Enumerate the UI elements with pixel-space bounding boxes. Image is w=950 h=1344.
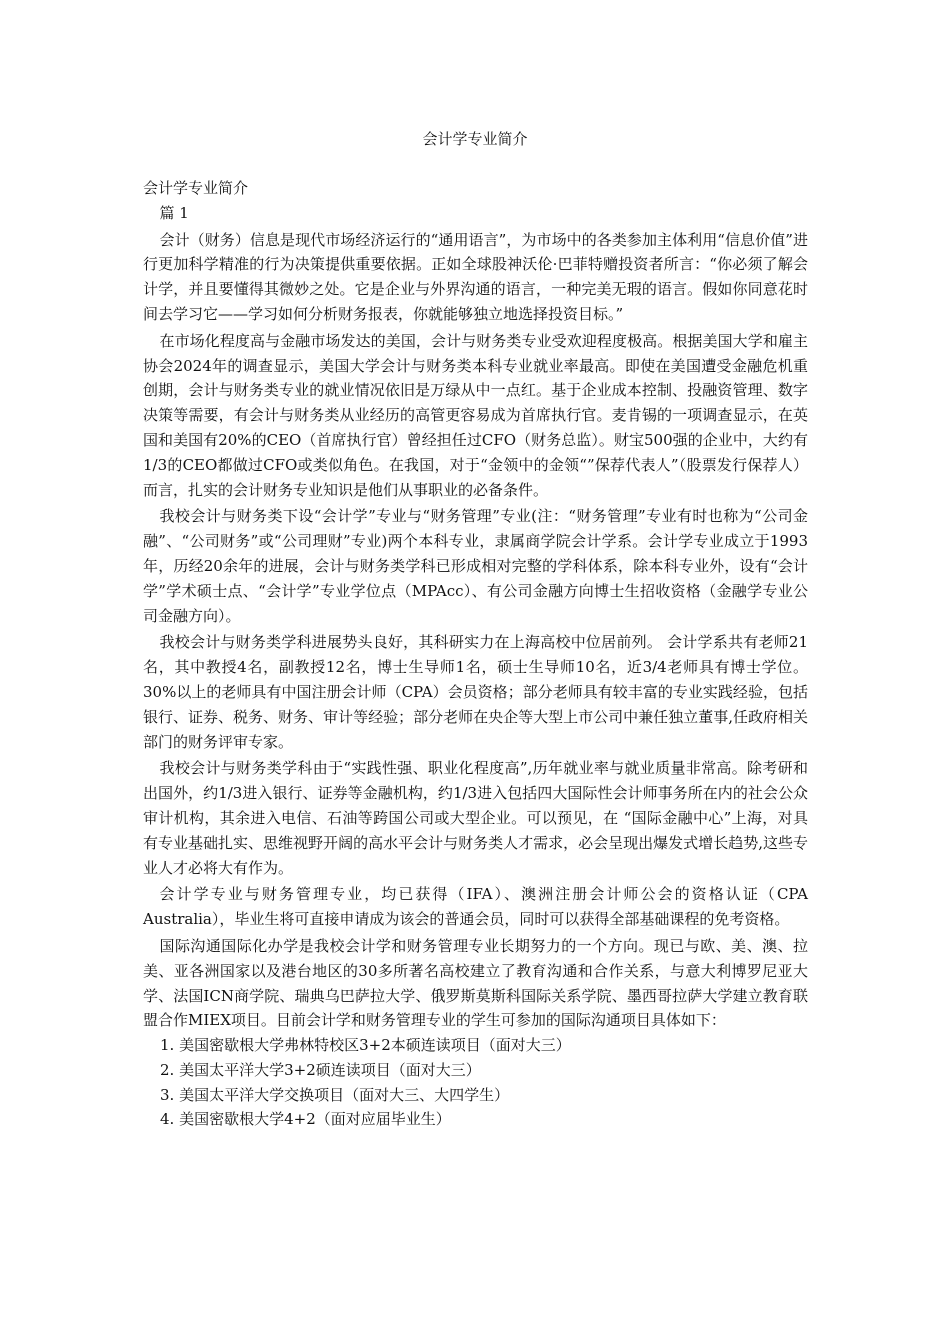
list-item: 3. 美国太平洋大学交换项目（面对大三、大四学生） <box>160 1085 510 1104</box>
document-subtitle: 会计学专业简介 <box>143 179 249 197</box>
list-item: 2. 美国太平洋大学3+2硕连读项目（面对大三） <box>160 1060 481 1079</box>
paragraph: 我校会计与财务类学科由于“实践性强、职业化程度高”,历年就业率与就业质量非常高。除考研和出国外，约1/3进入银行、证券等金融机构，约1/3进入包括四大国际性会计师事务所在内的社会公众审计机构，其余进入电信、石油等跨国公司或大型企业。可以预见，在 “国际金融中心”上海，对具有专业基础扎实、思维视野开阔的高水平会计与财务类人才需求，必会呈现出爆发式增长趋势,这些专业人才必将大有作为。 <box>143 759 808 877</box>
paragraph: 国际沟通国际化办学是我校会计学和财务管理专业长期努力的一个方向。现已与欧、美、澳、拉美、亚各洲国家以及港台地区的30多所著名高校建立了教育沟通和合作关系，与意大利博罗尼亚大学、法国ICN商学院、瑞典乌巴萨拉大学、俄罗斯莫斯科国际关系学院、墨西哥拉萨大学建立教育联盟合作MIEX项目。目前会计学和财务管理专业的学生可参加的国际沟通项目具体如下： <box>143 936 808 1030</box>
section-label: 篇 1 <box>159 203 189 222</box>
document-body <box>143 176 808 1132</box>
paragraph: 会计学专业与财务管理专业，均已获得（IFA）、澳洲注册会计师公会的资格认证（CPA Australia），毕业生将可直接申请成为该会的普通会员，同时可以获得全部基础课程的免考资格。 <box>143 885 808 929</box>
paragraph: 我校会计与财务类下设“会计学”专业与“财务管理”专业(注：“财务管理”专业有时也称为“公司金融”、“公司财务”或“公司理财”专业)两个本科专业，隶属商学院会计学系。会计学专业成立于1993年，历经20余年的进展，会计与财务类学科已形成相对完整的学科体系，除本科专业外，设有“会计学”学术硕士点、“会计学”专业学位点（MPAcc）、有公司金融方向博士生招收资格（金融学专业公司金融方向）。 <box>143 507 808 625</box>
paragraph: 我校会计与财务类学科进展势头良好，其科研实力在上海高校中位居前列。 会计学系共有老师21名，其中教授4名，副教授12名，博士生导师1名，硕士生导师10名，近3/4老师具有博士学位。30%以上的老师具有中国注册会计师（CPA）会员资格；部分老师具有较丰富的专业实践经验，包括银行、证券、税务、财务、审计等经验；部分老师在央企等大型上市公司中兼任独立董事,任政府相关部门的财务评审专家。 <box>143 633 808 751</box>
document-title: 会计学专业简介 <box>422 130 528 148</box>
paragraph: 在市场化程度高与金融市场发达的美国，会计与财务类专业受欢迎程度极高。根据美国大学和雇主协会2024年的调查显示，美国大学会计与财务类本科专业就业率最高。即使在美国遭受金融危机重创期，会计与财务类专业的就业情况依旧是万绿从中一点红。基于企业成本控制、投融资管理、数字决策等需要，有会计与财务类从业经历的高管更容易成为首席执行官。麦肯锡的一项调查显示，在英国和美国有20%的CEO（首席执行官）曾经担任过CFO（财务总监）。财宝500强的企业中，大约有1/3的CEO都做过CFO或类似角色。在我国，对于“金领中的金领“”保荐代表人”（股票发行保荐人）而言，扎实的会计财务专业知识是他们从事职业的必备条件。 <box>143 331 808 499</box>
paragraph: 会计（财务）信息是现代市场经济运行的“通用语言”，为市场中的各类参加主体利用“信息价值”进行更加科学精准的行为决策提供重要依据。正如全球股神沃伦·巴菲特赠投资者所言：“你必须了解会计学，并且要懂得其微妙之处。它是企业与外界沟通的语言，一种完美无瑕的语言。假如你同意花时间去学习它——学习如何分析财务报表，你就能够独立地选择投资目标。” <box>143 230 808 323</box>
exchange-program-list <box>143 1033 808 1132</box>
list-item: 1. 美国密歇根大学弗林特校区3+2本硕连读项目（面对大三） <box>160 1036 571 1055</box>
list-item: 4. 美国密歇根大学4+2（面对应届毕业生） <box>160 1110 451 1129</box>
